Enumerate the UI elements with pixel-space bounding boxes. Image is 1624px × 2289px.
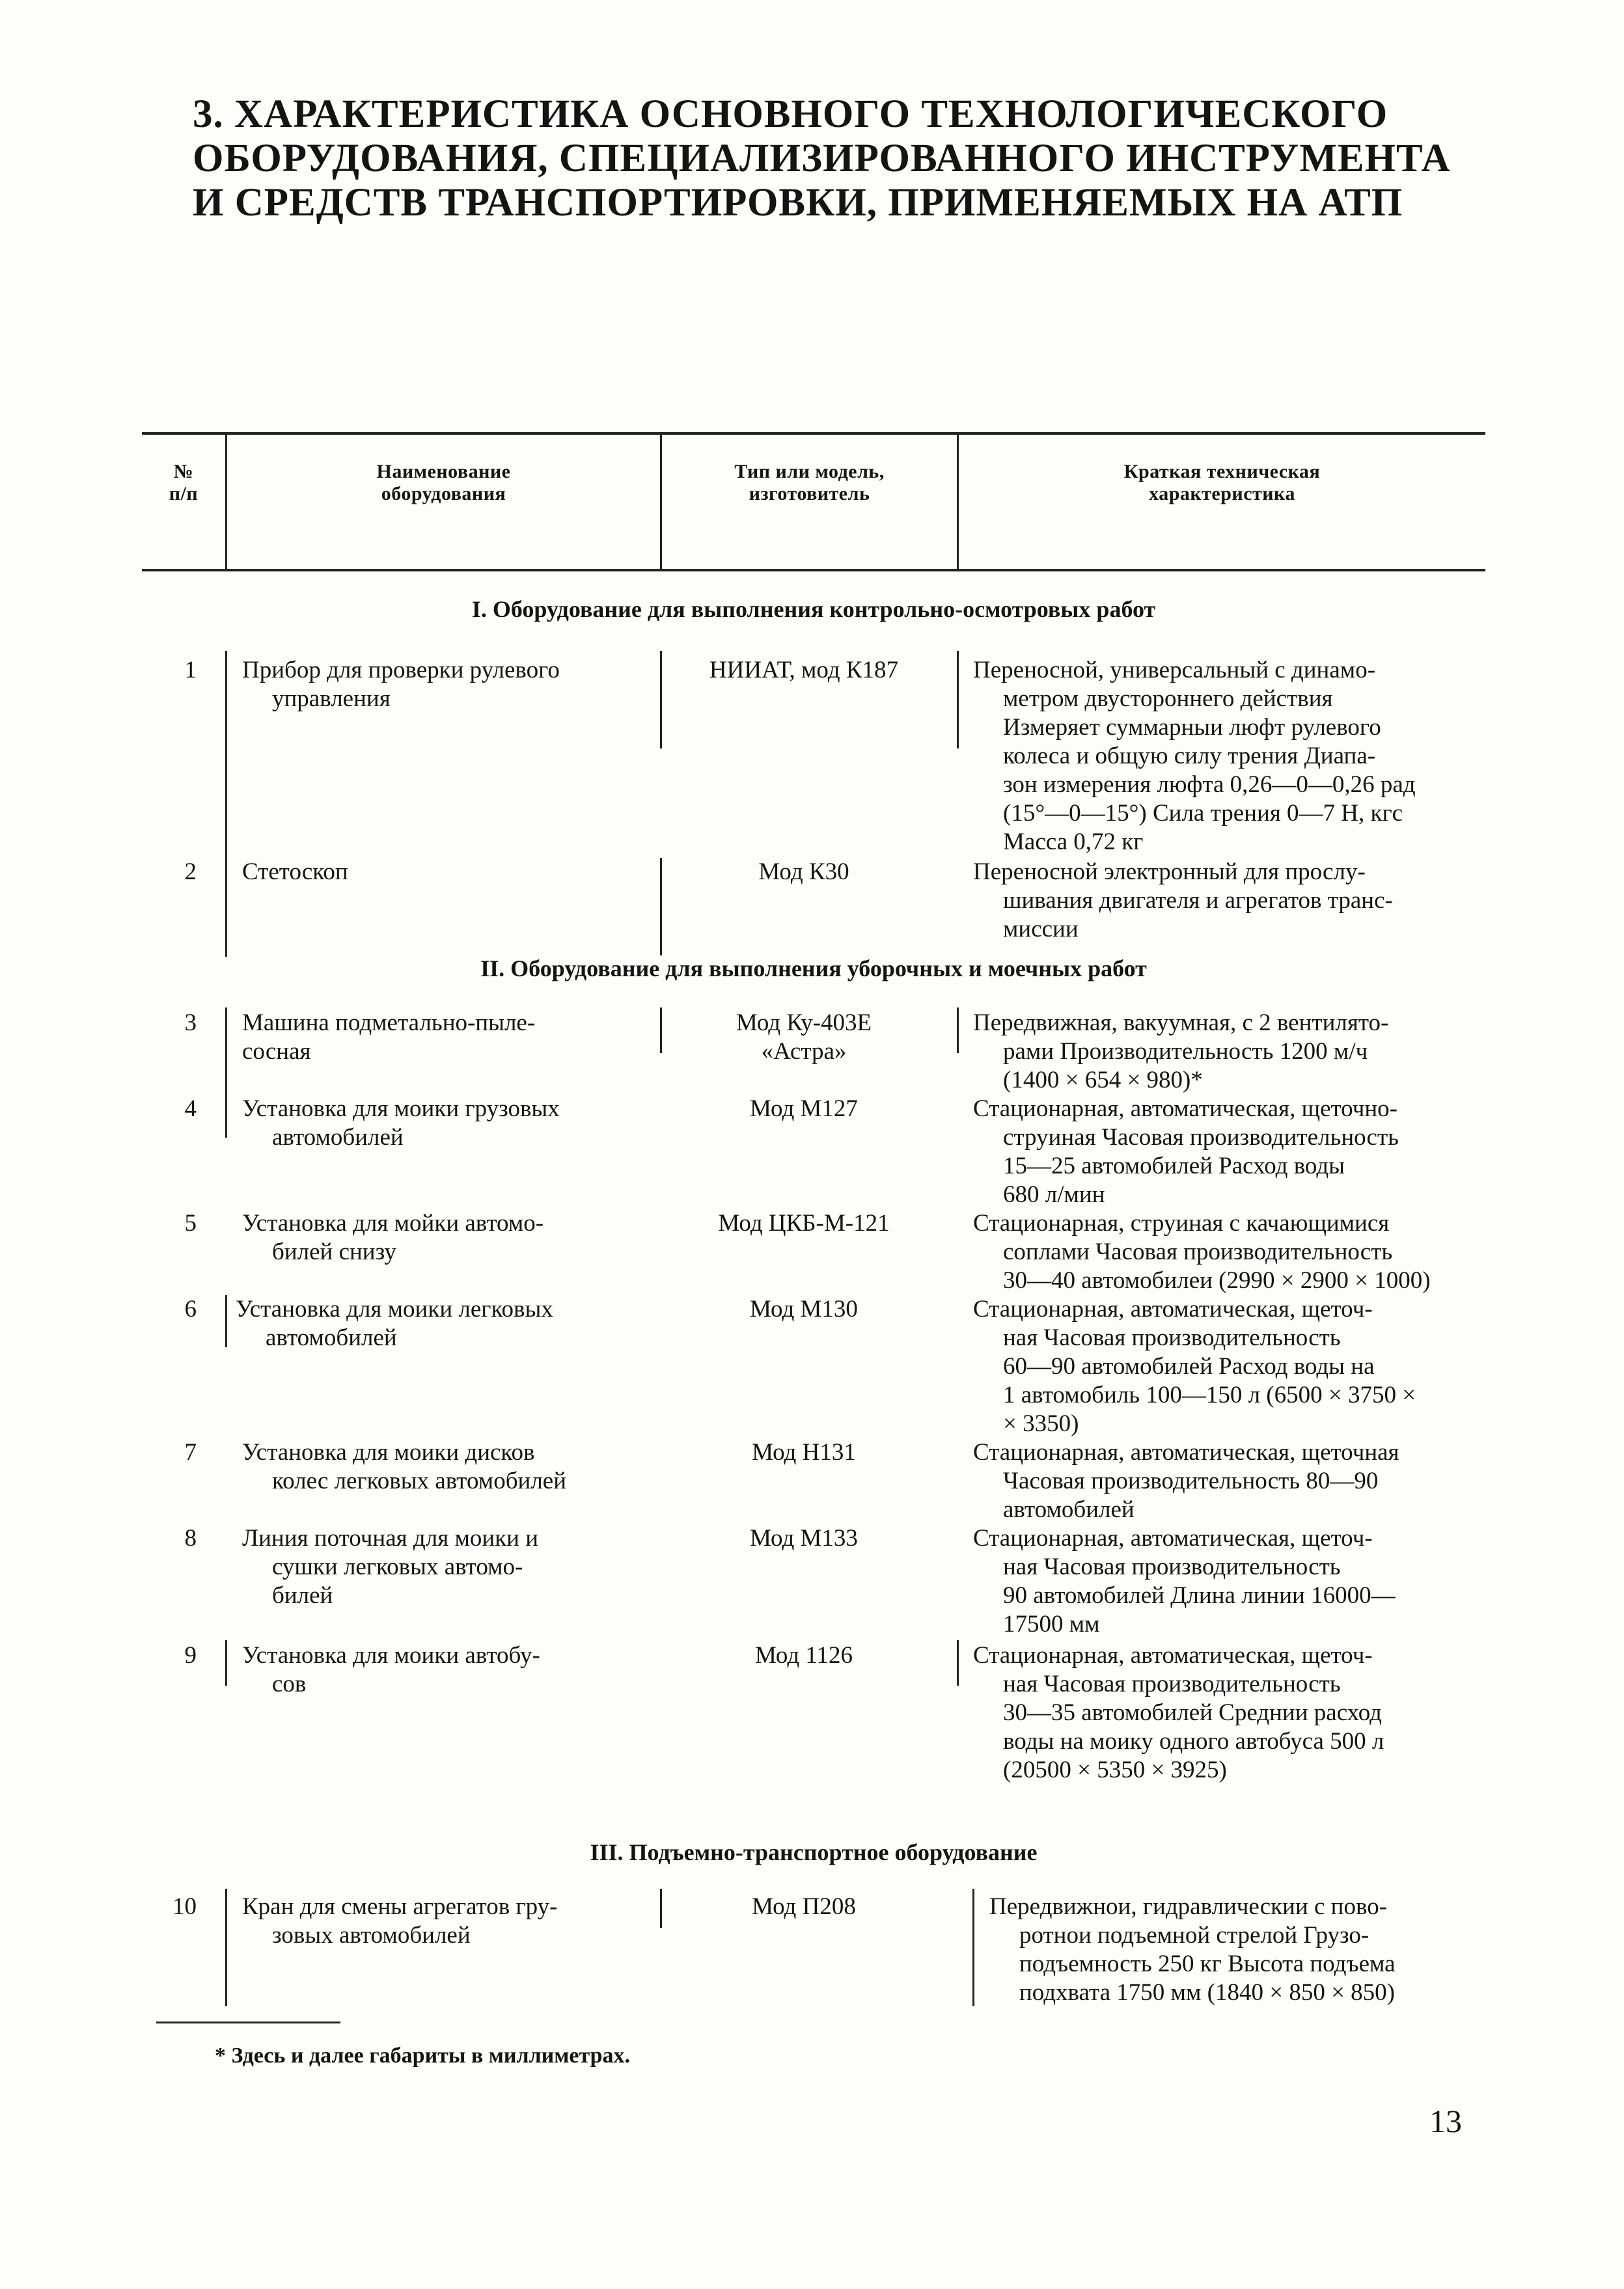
row-model-line: Мод М130 bbox=[750, 1296, 858, 1323]
row-desc-line: колеса и общую силу трения Диапа- bbox=[1003, 743, 1376, 769]
row-number: 3 bbox=[184, 1009, 197, 1036]
row-desc-line: 30—35 автомобилей Среднии расход bbox=[1003, 1699, 1382, 1726]
row-desc-line: ная Часовая производительность bbox=[1003, 1671, 1341, 1697]
row-desc-line: Стационарная, автоматическая, щеточ- bbox=[973, 1642, 1373, 1669]
row-description bbox=[973, 1209, 1494, 1295]
row-model bbox=[670, 1641, 937, 1670]
row-description bbox=[973, 656, 1494, 857]
row-name-line: Установка для моики легковых bbox=[236, 1296, 553, 1323]
row-name-line: Машина подметально-пыле- bbox=[242, 1009, 536, 1036]
column-divider bbox=[972, 1889, 974, 2006]
row-desc-line: метром двустороннего действия bbox=[1003, 685, 1333, 712]
row-name-line: колес легковых автомобилей bbox=[272, 1468, 567, 1494]
row-number: 6 bbox=[184, 1296, 197, 1323]
column-divider bbox=[957, 651, 959, 748]
row-desc-line: воды на моику одного автобуса 500 л bbox=[1003, 1728, 1384, 1755]
row-desc-line: Масса 0,72 кг bbox=[1003, 829, 1144, 855]
column-divider bbox=[225, 1295, 227, 1347]
row-model-line: Мод К30 bbox=[758, 858, 849, 885]
row-name-line: Стетоскоп bbox=[242, 858, 348, 885]
row-name bbox=[242, 1095, 646, 1152]
row-desc-line: подхвата 1750 мм (1840 × 850 × 850) bbox=[1019, 1979, 1396, 2006]
row-model-line: Мод 1126 bbox=[754, 1642, 853, 1669]
row-description bbox=[973, 1438, 1494, 1524]
row-name bbox=[236, 1295, 639, 1352]
row-name bbox=[242, 1438, 646, 1496]
row-desc-line: Стационарная, автоматическая, щеточно- bbox=[973, 1095, 1397, 1122]
row-desc-line: Стационарная, автоматическая, щеточ- bbox=[973, 1525, 1373, 1552]
row-desc-line: ная Часовая производительность bbox=[1003, 1554, 1341, 1580]
row-name-line: Установка для моики грузовых bbox=[242, 1095, 560, 1122]
row-number: 8 bbox=[184, 1525, 197, 1552]
row-description bbox=[989, 1893, 1510, 2007]
row-name-line: управления bbox=[272, 685, 391, 712]
row-desc-line: зон измерения люфта 0,26—0—0,26 рад bbox=[1003, 771, 1416, 798]
row-model-line: Мод Н131 bbox=[752, 1439, 856, 1466]
row-number: 9 bbox=[184, 1642, 197, 1669]
section-heading-1: I. Оборудование для выполнения контрольно-осмотровых работ bbox=[471, 596, 1156, 622]
page-number: 13 bbox=[1429, 2103, 1462, 2139]
header-num bbox=[142, 461, 225, 505]
row-desc-line: 1 автомобиль 100—150 л (6500 × 3750 × bbox=[1003, 1382, 1416, 1408]
row-number: 7 bbox=[184, 1439, 197, 1466]
footnote-rule bbox=[156, 2022, 340, 2023]
row-name bbox=[242, 858, 646, 886]
row-name-line: зовых автомобилей bbox=[272, 1922, 471, 1949]
row-desc-line: ротнои подъемной стрелой Грузо- bbox=[1019, 1922, 1369, 1949]
title-line-3: И СРЕДСТВ ТРАНСПОРТИРОВКИ, ПРИМЕНЯЕМЫХ НА АТП bbox=[193, 181, 1403, 225]
row-model-line: Мод ЦКБ-М-121 bbox=[718, 1210, 890, 1237]
column-divider bbox=[660, 651, 662, 748]
row-number: 10 bbox=[172, 1893, 197, 1920]
row-name bbox=[242, 1209, 646, 1267]
row-name-line: автомобилей bbox=[266, 1324, 397, 1351]
row-desc-line: Передвижнои, гидравлическии с пово- bbox=[989, 1893, 1388, 1920]
header-num-line: п/п bbox=[169, 483, 199, 504]
row-desc-line: Переносной электронный для прослу- bbox=[973, 858, 1366, 885]
row-name bbox=[242, 1893, 646, 1950]
header-num-line: № bbox=[173, 461, 194, 482]
row-desc-line: 680 л/мин bbox=[1003, 1181, 1105, 1208]
row-desc-line: Стационарная, струиная с качающимися bbox=[973, 1210, 1390, 1237]
row-model bbox=[670, 1524, 937, 1553]
header-desc-line: характеристика bbox=[1149, 483, 1295, 504]
row-desc-line: Передвижная, вакуумная, с 2 вентилято- bbox=[973, 1009, 1389, 1036]
row-model bbox=[670, 1009, 937, 1066]
row-desc-line: рами Производительность 1200 м/ч bbox=[1003, 1038, 1368, 1065]
header-desc bbox=[959, 461, 1485, 505]
row-desc-line: шивания двигателя и агрегатов транс- bbox=[1003, 887, 1393, 914]
row-name-line: Установка для мойки автомо- bbox=[242, 1210, 544, 1237]
row-model-line: НИИАТ, мод К187 bbox=[709, 657, 899, 683]
row-name bbox=[242, 656, 646, 713]
row-desc-line: 15—25 автомобилей Расход воды bbox=[1003, 1153, 1345, 1179]
row-number: 5 bbox=[184, 1210, 197, 1237]
column-divider bbox=[660, 1889, 662, 1928]
header-model-line: Тип или модель, bbox=[734, 461, 885, 482]
row-desc-line: 30—40 автомобилеи (2990 × 2900 × 1000) bbox=[1003, 1267, 1431, 1294]
column-divider bbox=[660, 858, 662, 955]
row-description bbox=[973, 1009, 1494, 1095]
row-model-line: Мод Ку-403Е bbox=[736, 1009, 872, 1036]
column-divider bbox=[660, 1007, 662, 1053]
column-divider bbox=[225, 1889, 227, 2006]
row-desc-line: Часовая производительность 80—90 bbox=[1003, 1468, 1379, 1494]
row-desc-line: 90 автомобилей Длина линии 16000— bbox=[1003, 1582, 1396, 1609]
title-line-1: 3. ХАРАКТЕРИСТИКА ОСНОВНОГО ТЕХНОЛОГИЧЕСКОГО bbox=[193, 92, 1388, 136]
title-line-2: ОБОРУДОВАНИЯ, СПЕЦИАЛИЗИРОВАННОГО ИНСТРУМЕНТА bbox=[193, 137, 1451, 180]
row-model-line: Мод М133 bbox=[750, 1525, 858, 1552]
header-desc-line: Краткая техническая bbox=[1123, 461, 1321, 482]
row-desc-line: 60—90 автомобилей Расход воды на bbox=[1003, 1353, 1375, 1380]
row-desc-line: 17500 мм bbox=[1003, 1611, 1100, 1638]
row-model bbox=[670, 1095, 937, 1123]
row-description bbox=[973, 1641, 1494, 1785]
row-desc-line: миссии bbox=[1003, 916, 1079, 942]
row-name-line: Прибор для проверки рулевого bbox=[242, 657, 560, 683]
row-description bbox=[973, 1524, 1494, 1639]
column-divider bbox=[957, 1640, 959, 1686]
row-name-line: билей снизу bbox=[272, 1239, 396, 1265]
header-model-line: изготовитель bbox=[749, 483, 870, 504]
row-desc-line: Стационарная, автоматическая, щеточ- bbox=[973, 1296, 1373, 1323]
row-desc-line: Измеряет суммарныи люфт рулевого bbox=[1003, 714, 1381, 741]
row-desc-line: (1400 × 654 × 980)* bbox=[1003, 1067, 1203, 1093]
row-description bbox=[973, 1095, 1494, 1209]
row-name-line: сушки легковых автомо- bbox=[272, 1554, 523, 1580]
row-desc-line: × 3350) bbox=[1003, 1410, 1079, 1437]
row-model-line: Мод П208 bbox=[752, 1893, 856, 1920]
row-number: 1 bbox=[184, 657, 197, 683]
row-model-line: Мод М127 bbox=[750, 1095, 858, 1122]
row-desc-line: подъемность 250 кг Высота подъема bbox=[1019, 1951, 1396, 1977]
header-name-line: Наименование bbox=[376, 461, 511, 482]
row-name-line: сов bbox=[272, 1671, 307, 1697]
row-model bbox=[670, 1438, 937, 1467]
section-heading-2: II. Оборудование для выполнения уборочных и моечных работ bbox=[480, 955, 1147, 981]
row-name bbox=[242, 1524, 646, 1610]
row-number: 2 bbox=[184, 858, 197, 885]
column-divider bbox=[225, 1007, 227, 1138]
row-number: 4 bbox=[184, 1095, 197, 1122]
row-desc-line: ная Часовая производительность bbox=[1003, 1324, 1341, 1351]
column-divider bbox=[225, 651, 227, 957]
row-desc-line: автомобилей bbox=[1003, 1496, 1135, 1523]
header-model bbox=[662, 461, 957, 505]
page-title bbox=[193, 92, 1468, 225]
row-model bbox=[670, 858, 937, 886]
section-heading-3: III. Подъемно-транспортное оборудование bbox=[590, 1839, 1038, 1865]
row-model bbox=[670, 656, 937, 685]
row-model bbox=[670, 1295, 937, 1324]
column-divider bbox=[225, 1640, 227, 1686]
row-desc-line: соплами Часовая производительность bbox=[1003, 1239, 1393, 1265]
row-name-line: автомобилей bbox=[272, 1124, 404, 1151]
header-name-line: оборудования bbox=[381, 483, 506, 504]
row-model-line: «Астра» bbox=[761, 1038, 847, 1065]
column-divider bbox=[957, 1007, 959, 1053]
row-description bbox=[973, 1295, 1494, 1438]
row-desc-line: Переносной, универсальный с динамо- bbox=[973, 657, 1376, 683]
row-name bbox=[242, 1009, 646, 1066]
row-model bbox=[670, 1209, 937, 1238]
table-header bbox=[142, 432, 1485, 571]
header-name bbox=[227, 461, 660, 505]
row-desc-line: струиная Часовая производительность bbox=[1003, 1124, 1399, 1151]
row-description bbox=[973, 858, 1494, 944]
row-model bbox=[670, 1893, 937, 1921]
row-name-line: Установка для моики автобу- bbox=[242, 1642, 540, 1669]
footnote: * Здесь и далее габариты в миллиметрах. bbox=[215, 2044, 631, 2068]
row-name bbox=[242, 1641, 646, 1699]
row-desc-line: Стационарная, автоматическая, щеточная bbox=[973, 1439, 1399, 1466]
row-name-line: Линия поточная для моики и bbox=[242, 1525, 539, 1552]
row-name-line: Установка для моики дисков bbox=[242, 1439, 535, 1466]
row-desc-line: (15°—0—15°) Сила трения 0—7 Н, кгс bbox=[1003, 800, 1403, 827]
row-name-line: Кран для смены агрегатов гру- bbox=[242, 1893, 558, 1920]
row-desc-line: (20500 × 5350 × 3925) bbox=[1003, 1757, 1227, 1783]
row-name-line: билей bbox=[272, 1582, 333, 1609]
row-name-line: сосная bbox=[242, 1038, 311, 1065]
